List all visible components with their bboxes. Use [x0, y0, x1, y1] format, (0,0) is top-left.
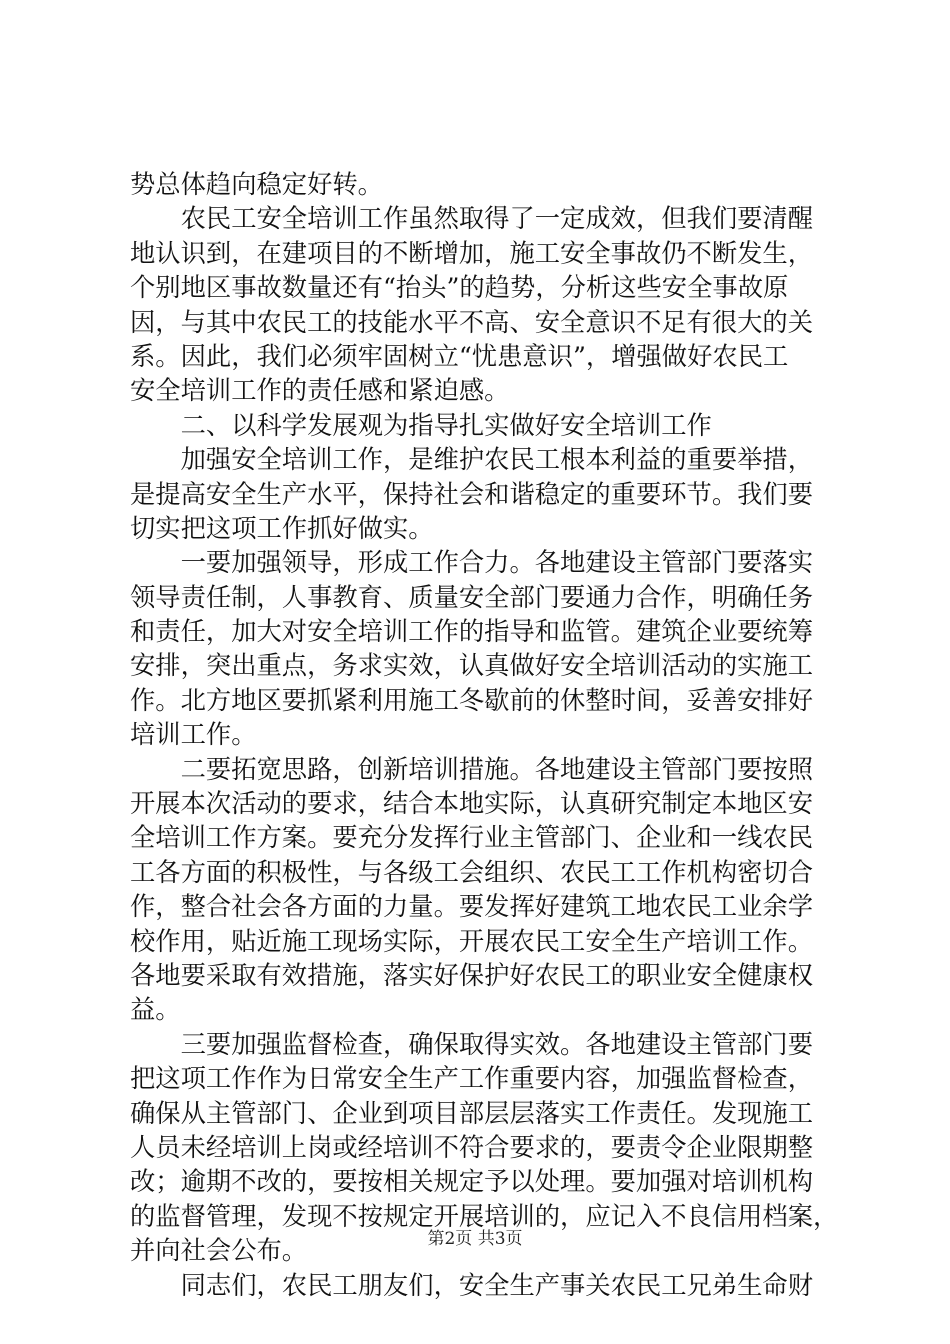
text-line: 作。北方地区要抓紧利用施工冬歇前的休整时间，妥善安排好 [130, 685, 814, 715]
text-line: 把这项工作作为日常安全生产工作重要内容，加强监督检查， [130, 1064, 814, 1094]
text-line: 地认识到，在建项目的不断增加，施工安全事故仍不断发生， [130, 238, 814, 268]
text-line: 二要拓宽思路，创新培训措施。各地建设主管部门要按照 [130, 754, 814, 784]
text-line: 领导责任制，人事教育、质量安全部门要通力合作，明确任务 [130, 582, 814, 612]
document-body [130, 168, 839, 1303]
text-line: 安全培训工作的责任感和紧迫感。 [130, 376, 510, 406]
text-line: 安排，突出重点，务求实效，认真做好安全培训活动的实施工 [130, 651, 814, 681]
text-line: 作，整合社会各方面的力量。要发挥好建筑工地农民工业余学 [130, 892, 814, 922]
text-line: 切实把这项工作抓好做实。 [130, 513, 434, 543]
text-line: 一要加强领导，形成工作合力。各地建设主管部门要落实 [130, 548, 814, 578]
text-line: 并向社会公布。 [130, 1236, 308, 1266]
text-line: 改；逾期不改的，要按相关规定予以处理。要加强对培训机构 [130, 1167, 814, 1197]
text-line: 的监督管理，发现不按规定开展培训的，应记入不良信用档案， [130, 1201, 839, 1231]
text-line: 农民工安全培训工作虽然取得了一定成效，但我们要清醒 [130, 204, 814, 234]
text-line: 培训工作。 [130, 720, 257, 750]
text-line: 个别地区事故数量还有“抬头”的趋势，分析这些安全事故原 [130, 273, 789, 303]
text-line: 同志们，农民工朋友们，安全生产事关农民工兄弟生命财 [130, 1270, 814, 1300]
section-heading: 二、以科学发展观为指导扎实做好安全培训工作 [130, 410, 712, 440]
text-line: 确保从主管部门、企业到项目部层层落实工作责任。发现施工 [130, 1098, 814, 1128]
page-number-footer: 第2页 共3页 [427, 1229, 523, 1249]
text-line: 三要加强监督检查，确保取得实效。各地建设主管部门要 [130, 1029, 814, 1059]
text-line: 和责任，加大对安全培训工作的指导和监管。建筑企业要统筹 [130, 617, 814, 647]
text-line: 工各方面的积极性，与各级工会组织、农民工工作机构密切合 [130, 857, 814, 887]
text-line: 益。 [130, 995, 181, 1025]
text-line: 是提高安全生产水平，保持社会和谐稳定的重要环节。我们要 [130, 479, 814, 509]
text-line: 各地要采取有效措施，落实好保护好农民工的职业安全健康权 [130, 960, 814, 990]
text-line: 因，与其中农民工的技能水平不高、安全意识不足有很大的关 [130, 307, 814, 337]
text-line: 开展本次活动的要求，结合本地实际，认真研究制定本地区安 [130, 789, 814, 819]
text-line: 人员未经培训上岗或经培训不符合要求的，要责令企业限期整 [130, 1132, 814, 1162]
text-line: 加强安全培训工作，是维护农民工根本利益的重要举措， [130, 445, 814, 475]
text-line: 势总体趋向稳定好转。 [130, 170, 383, 199]
text-line: 全培训工作方案。要充分发挥行业主管部门、企业和一线农民 [130, 823, 814, 853]
text-line: 系。因此，我们必须牢固树立“忧患意识”，增强做好农民工 [130, 341, 789, 371]
text-line: 校作用，贴近施工现场实际，开展农民工安全生产培训工作。 [130, 926, 814, 956]
